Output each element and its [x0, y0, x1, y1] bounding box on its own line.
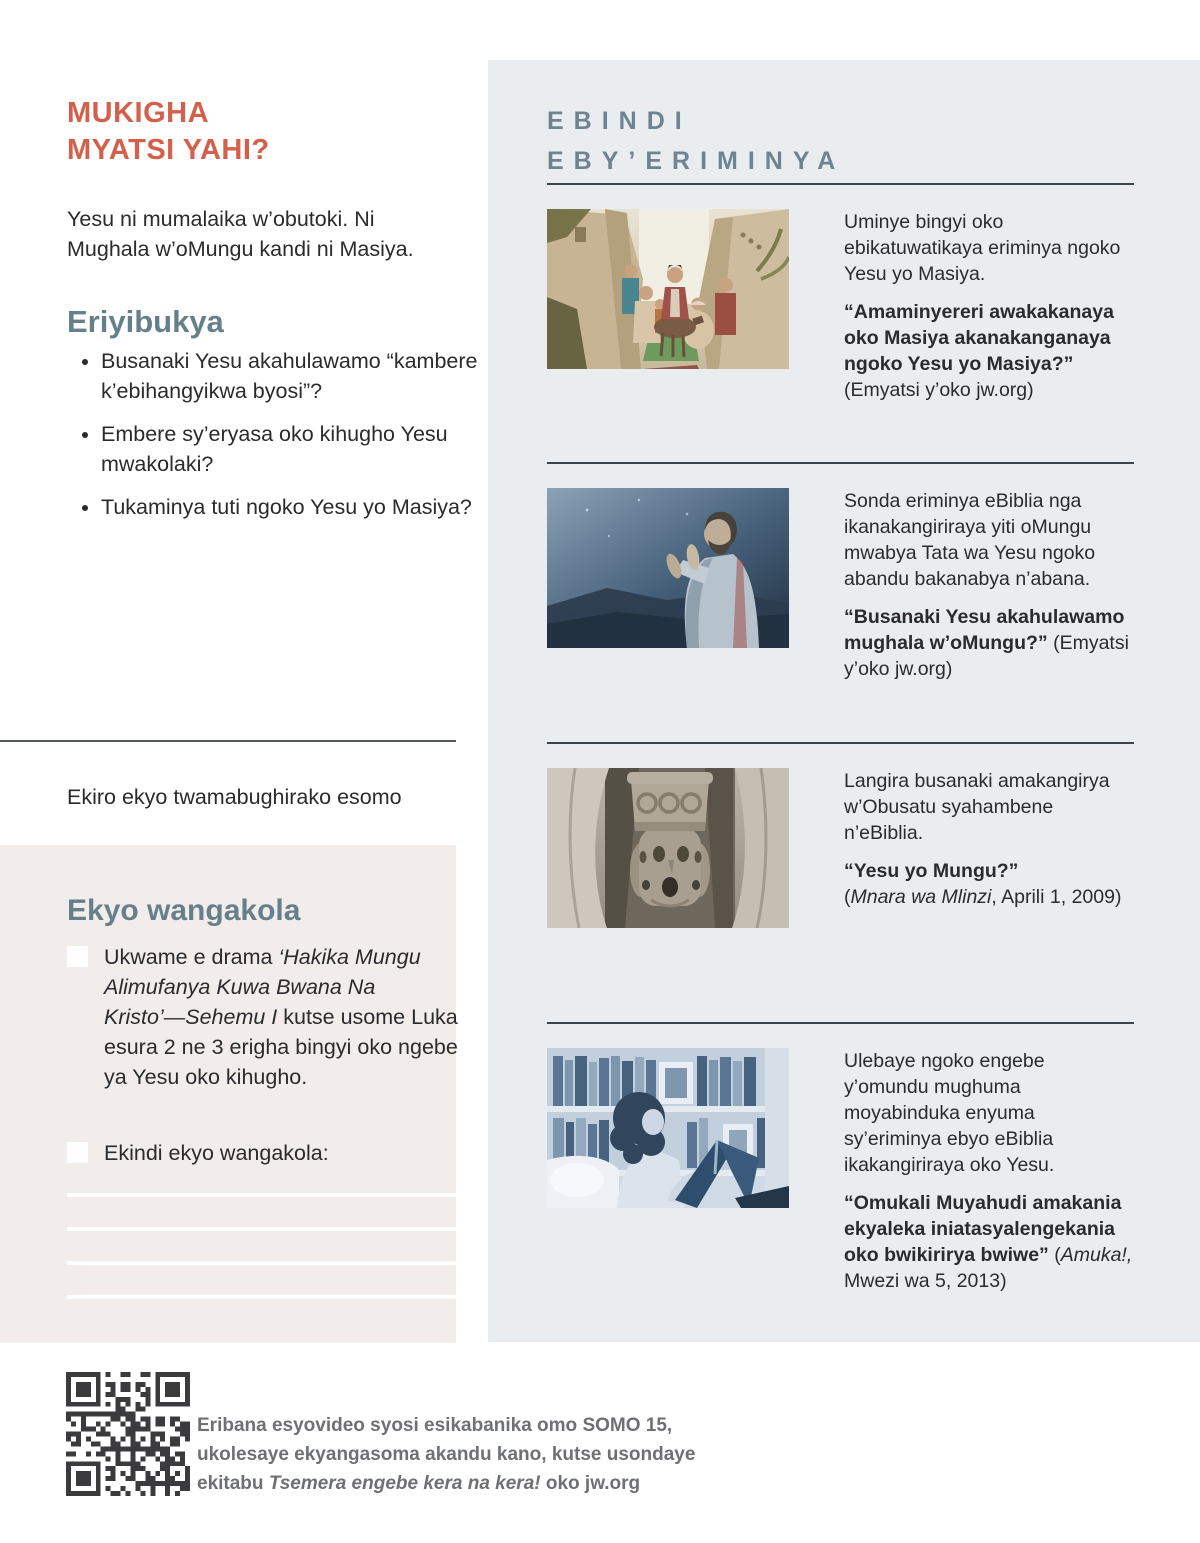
entry-quote: “Busanaki Yesu akahulawamo mughala w’oMungu?” (Emyatsi y’oko jw.org) — [844, 606, 1129, 680]
review-question: • Tukaminya tuti ngoko Yesu yo Masiya? — [101, 492, 497, 522]
action-box-heading: Ekyo wangakola — [67, 893, 301, 927]
review-question: • Embere sy’eryasa oko kihugho Yesu mwakolaki? — [101, 419, 497, 479]
more-info-heading-line1: EBINDI — [547, 106, 692, 135]
entry-description: Sonda eriminya eBiblia nga ikanakangiriraya yiti oMungu mwabya Tata wa Yesu ngoko abandu bakanabya n’abana. — [844, 490, 1096, 590]
trinity-stone-carving-image — [547, 768, 789, 928]
qr-code — [66, 1372, 190, 1496]
section-divider — [0, 740, 456, 742]
footer-note — [197, 1411, 717, 1498]
checkbox[interactable] — [67, 946, 88, 967]
book-title: Tsemera engebe kera na kera! — [268, 1473, 541, 1494]
entry-source: (Emyatsi y’oko jw.org) — [844, 632, 1129, 680]
entry-divider — [547, 462, 1134, 464]
entry-divider — [547, 183, 1134, 185]
action-item-drama — [67, 942, 459, 1092]
entry-source: (Mnara wa Mlinzi, Aprili 1, 2009) — [844, 886, 1122, 908]
review-heading: Eriyibukya — [67, 303, 224, 339]
page-title — [67, 95, 270, 169]
more-info-panel — [488, 60, 1200, 1342]
footer-line: ekitabu Tsemera engebe kera na kera! oko jw.org — [197, 1473, 641, 1494]
action-item-other — [67, 1138, 459, 1168]
intro-text: Yesu ni mumalaika w’obutoki. Ni Mughala w’oMungu kandi ni Masiya. — [67, 206, 414, 261]
related-article — [547, 1022, 1134, 1294]
entry-divider — [547, 742, 1134, 744]
jesus-praying-at-night-image — [547, 488, 789, 648]
write-line[interactable] — [67, 1227, 456, 1231]
entry-description: Langira busanaki amakangirya w’Obusatu syahambene n’eBiblia. — [844, 770, 1110, 844]
entry-description: Ulebaye ngoko engebe y’omundu mughuma moyabinduka enyuma sy’eriminya ebyo eBiblia ikakangiriraya oko Yesu. — [844, 1050, 1055, 1176]
entry-quote: “Yesu yo Mungu?” — [844, 860, 1019, 882]
action-item-text: kutse usome Luka esura 2 ne 3 erigha bingyi oko ngebe ya Yesu oko kihugho. — [104, 1005, 458, 1089]
woman-reading-bible-image — [547, 1048, 789, 1208]
drama-title: ‘Hakika Mungu Alimufanya Kuwa Bwana Na Kristo’—Sehemu I — [104, 945, 421, 1029]
entry-source: (Emyatsi y’oko jw.org) — [844, 379, 1034, 401]
review-question-list — [67, 346, 497, 535]
write-line[interactable] — [67, 1261, 456, 1265]
page-title-line1: MUKIGHA — [67, 97, 210, 130]
jesus-triumphal-entry-image — [547, 209, 789, 369]
action-item-text: Ukwame e drama — [104, 945, 279, 969]
more-info-heading-line2: EBY’ERIMINYA — [547, 146, 846, 175]
checkbox[interactable] — [67, 1142, 88, 1163]
page-title-line2: MYATSI YAHI? — [67, 134, 270, 167]
write-line[interactable] — [67, 1193, 456, 1197]
write-line[interactable] — [67, 1295, 456, 1299]
review-question: • Busanaki Yesu akahulawamo “kambere k’ebihangyikwa byosi”? — [101, 346, 497, 406]
entry-divider — [547, 1022, 1134, 1024]
entry-description: Uminye bingyi oko ebikatuwatikaya eriminya ngoko Yesu yo Masiya. — [844, 211, 1121, 285]
entry-quote: “Amaminyereri awakakanaya oko Masiya akanakanganaya ngoko Yesu yo Masiya?” — [844, 301, 1114, 375]
lesson-date-label: Ekiro ekyo twamabughirako esomo — [67, 784, 402, 809]
related-article — [547, 183, 1134, 403]
publication-title: Mnara wa Mlinzi — [850, 886, 992, 908]
related-article — [547, 462, 1134, 682]
related-article — [547, 742, 1134, 928]
footer-line: Eribana esyovideo syosi esikabanika omo SOMO 15, — [197, 1415, 673, 1436]
action-item-text: Ekindi ekyo wangakola: — [104, 1141, 329, 1165]
footer-line: ukolesaye ekyangasoma akandu kano, kutse usondaye — [197, 1444, 696, 1465]
action-box — [0, 845, 456, 1343]
entry-quote: “Omukali Muyahudi amakania ekyaleka iniatasyalengekania oko bwikirirya bwiwe” (Amuka!, Mwezi wa 5, 2013) — [844, 1192, 1133, 1292]
more-info-heading — [547, 101, 845, 181]
publication-title: Amuka!, — [1060, 1244, 1133, 1266]
